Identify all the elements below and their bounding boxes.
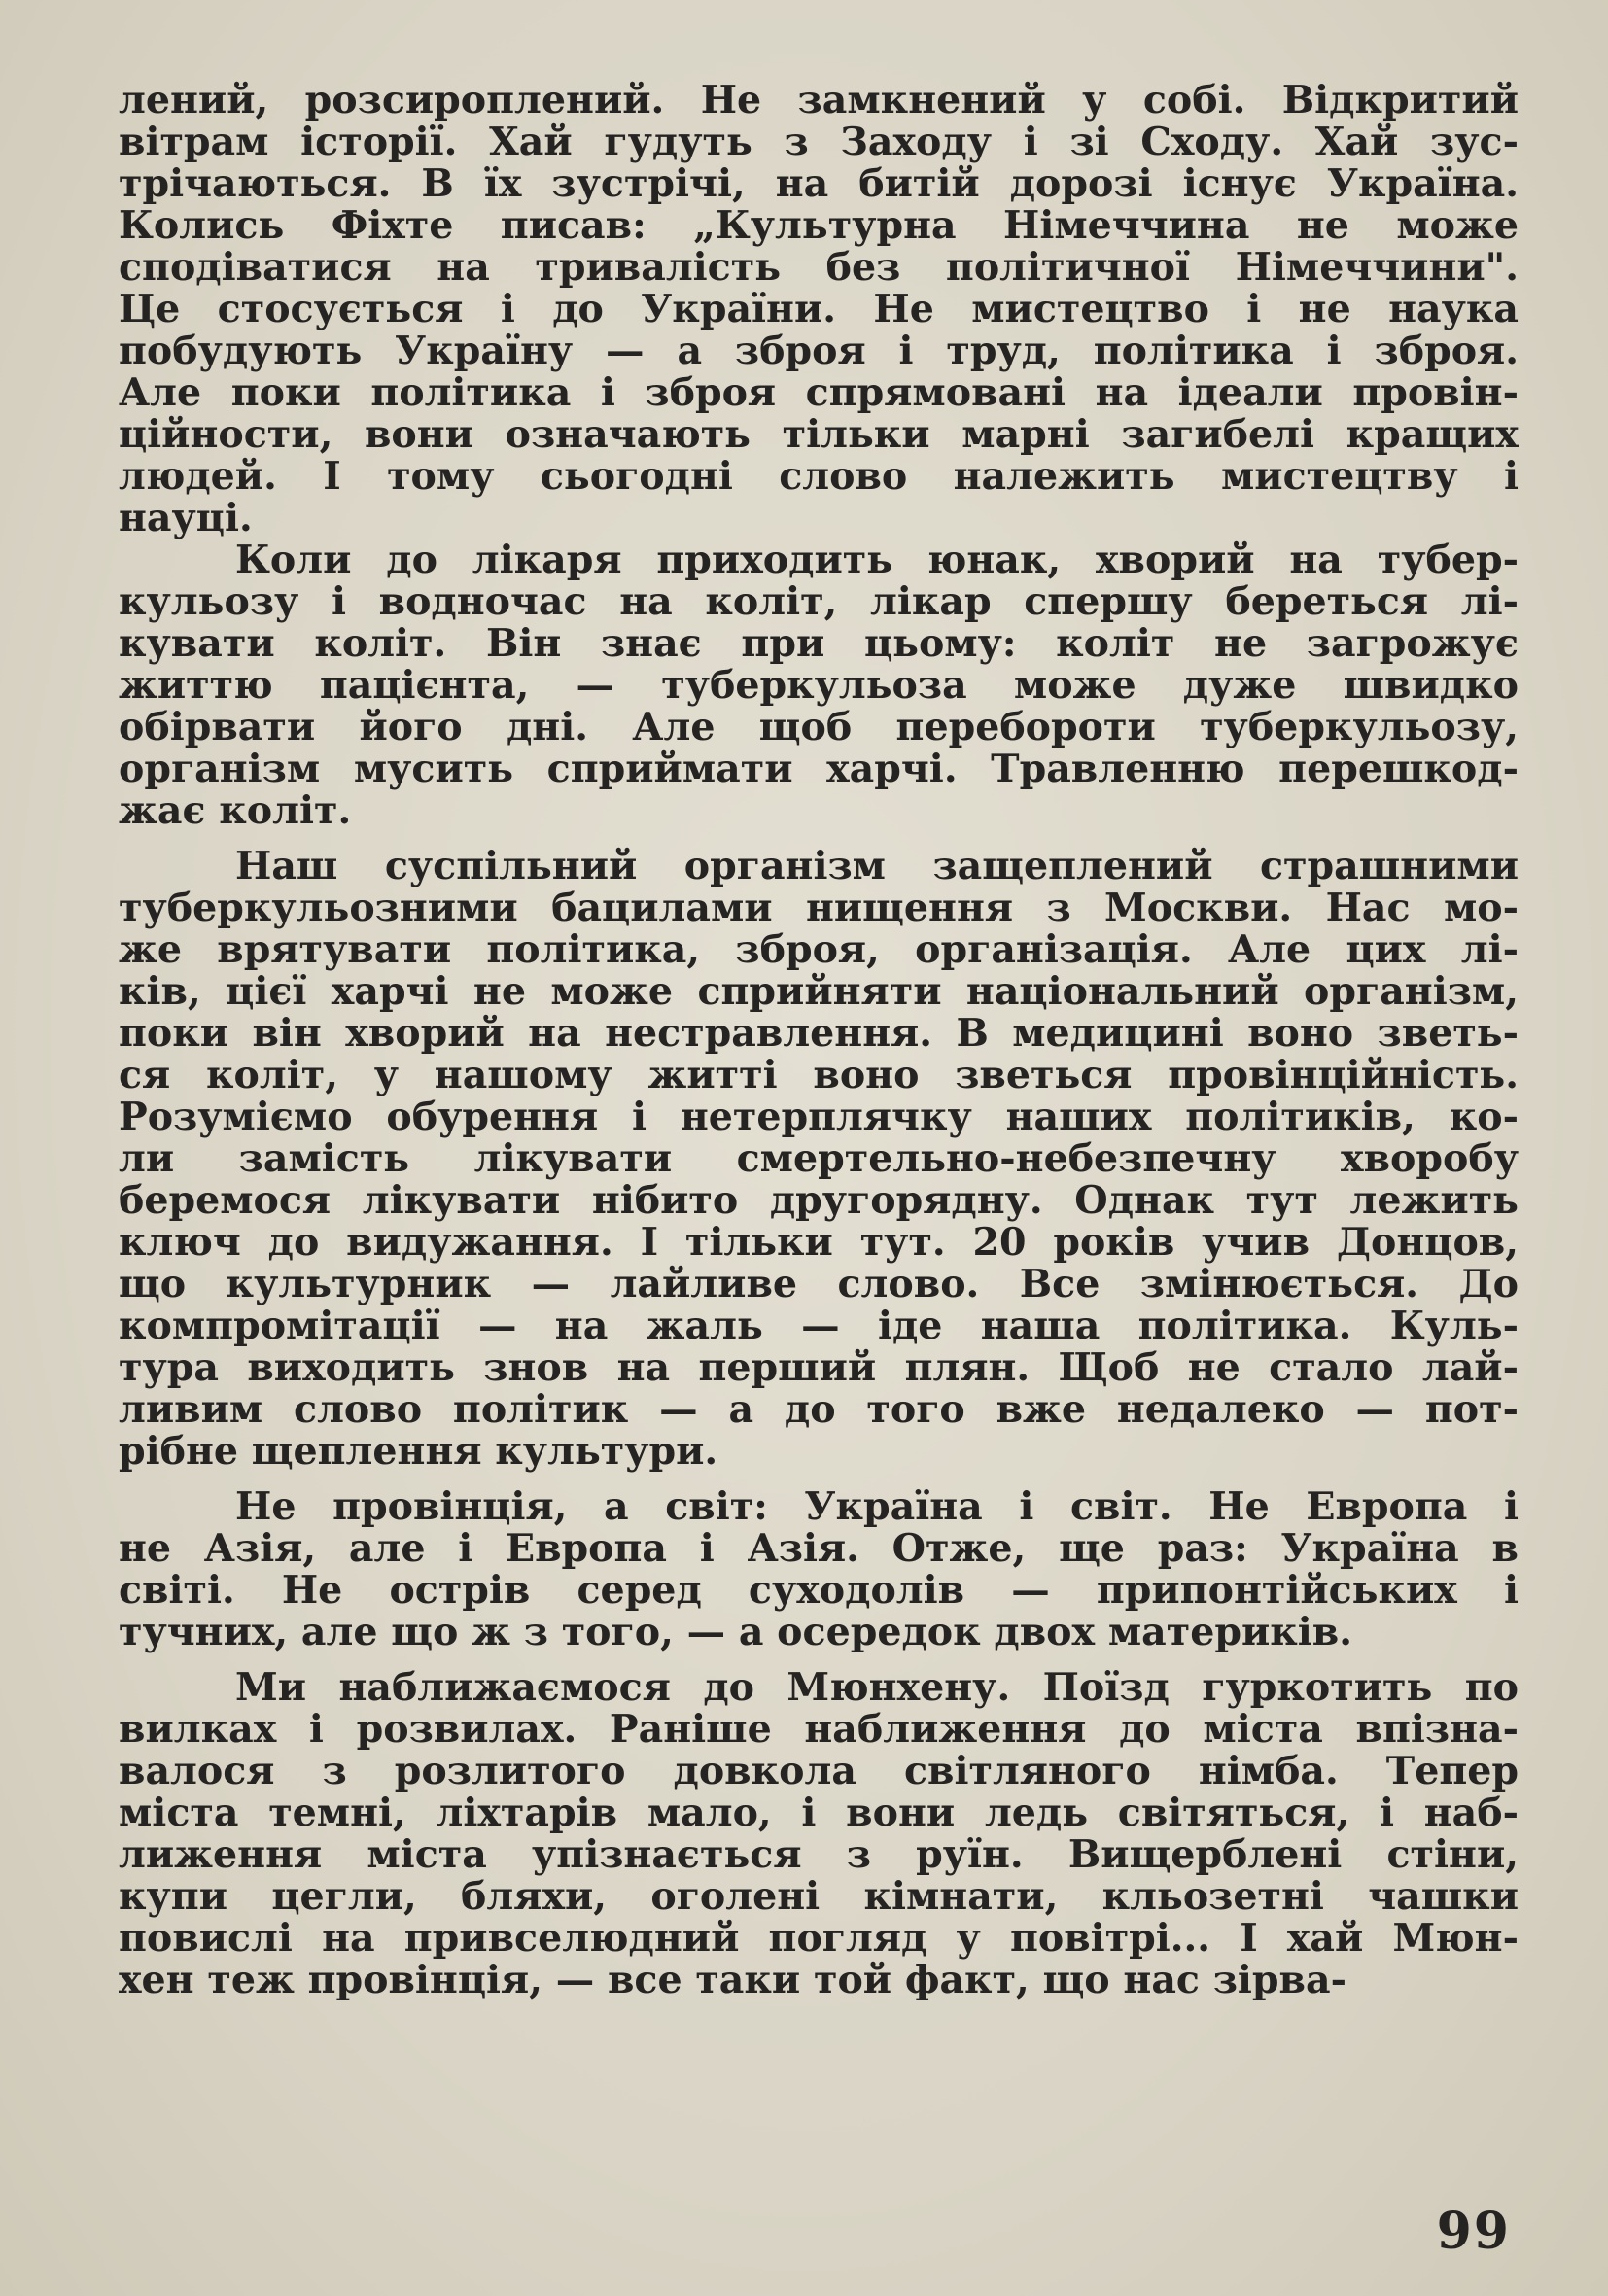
text-line: лений, розсироплений. Не замкнений у собі. Відкритий	[119, 80, 1519, 122]
text-line: трічаються. В їх зустрічі, на битій дорозі існує Україна.	[119, 163, 1519, 205]
text-line: побудують Україну — а зброя і труд, політика і зброя.	[119, 330, 1519, 372]
text-line: ційности, вони означають тільки марні загибелі кращих	[119, 414, 1519, 456]
text-line: Це стосується і до України. Не мистецтво і не наука	[119, 289, 1519, 330]
text-line: людей. І тому сьогодні слово належить мистецтву і	[119, 456, 1519, 498]
text-line: ливим слово політик — а до того вже недалеко — пот-	[119, 1389, 1519, 1431]
text-line: Не провінція, а світ: Україна і світ. Не Европа і	[235, 1486, 1519, 1528]
text-line: Наш суспільний організм защеплений страшними	[235, 846, 1519, 887]
text-line: ся коліт, у нашому житті воно зветься провінційність.	[119, 1055, 1519, 1096]
text-line: жає коліт.	[119, 790, 352, 832]
text-line: що культурник — лайливе слово. Все змінюється. До	[119, 1264, 1519, 1305]
paragraph	[119, 539, 1519, 832]
text-line: хен теж провінція, — все таки той факт, що нас зірва-	[119, 1960, 1346, 2001]
text-line: купи цегли, бляхи, оголені кімнати, кльозетні чашки	[119, 1876, 1519, 1918]
text-line: ли замість лікувати смертельно-небезпечну хворобу	[119, 1138, 1519, 1180]
paragraph	[119, 80, 1519, 539]
text-line: Коли до лікаря приходить юнак, хворий на тубер-	[235, 539, 1519, 581]
text-line: Ми наближаємося до Мюнхену. Поїзд гуркотить по	[235, 1667, 1519, 1709]
paragraph	[119, 846, 1519, 1473]
text-line: організм мусить сприймати харчі. Травленню перешкод-	[119, 748, 1519, 790]
text-line: ків, цієї харчі не може сприйняти національний організм,	[119, 971, 1519, 1013]
text-line: не Азія, але і Европа і Азія. Отже, ще раз: Україна в	[119, 1528, 1519, 1570]
page-number: 99	[1436, 2202, 1511, 2261]
text-line: кувати коліт. Він знає при цьому: коліт не загрожує	[119, 623, 1519, 665]
text-line: Колись Фіхте писав: „Культурна Німеччина не може	[119, 205, 1519, 247]
text-line: тучних, але що ж з того, — а осередок двох материків.	[119, 1612, 1352, 1653]
text-line: життю пацієнта, — туберкульоза може дуже швидко	[119, 665, 1519, 707]
text-line: беремося лікувати нібито другорядну. Однак тут лежить	[119, 1180, 1519, 1222]
text-line: обірвати його дні. Але щоб перебороти туберкульозу,	[119, 707, 1519, 748]
text-line: світі. Не острів серед суходолів — припонтійських і	[119, 1570, 1519, 1612]
text-line: повислі на привселюдний погляд у повітрі... І хай Мюн-	[119, 1918, 1519, 1960]
text-line: рібне щеплення культури.	[119, 1431, 718, 1473]
paragraph	[119, 1667, 1519, 2001]
text-line: туберкульозними бацилами нищення з Москви. Нас мо-	[119, 887, 1519, 929]
text-line: ключ до видужання. І тільки тут. 20 років учив Донцов,	[119, 1222, 1519, 1264]
text-line: міста темні, ліхтарів мало, і вони ледь світяться, і наб-	[119, 1792, 1519, 1834]
text-line: Але поки політика і зброя спрямовані на ідеали провін-	[119, 372, 1519, 414]
paragraph	[119, 1486, 1519, 1653]
text-line: вітрам історії. Хай гудуть з Заходу і зі Сходу. Хай зус-	[119, 122, 1519, 163]
text-line: науці.	[119, 498, 253, 539]
text-line: Розуміємо обурення і нетерплячку наших політиків, ко-	[119, 1096, 1519, 1138]
text-line: кульозу і водночас на коліт, лікар спершу береться лі-	[119, 581, 1519, 623]
text-line: компромітації — на жаль — іде наша політика. Куль-	[119, 1305, 1519, 1347]
text-line: вилках і розвилах. Раніше наближення до міста впізна-	[119, 1709, 1519, 1751]
text-line: тура виходить знов на перший плян. Щоб не стало лай-	[119, 1347, 1519, 1389]
text-line: поки він хворий на нестравлення. В медицині воно зветь-	[119, 1013, 1519, 1055]
text-line: валося з розлитого довкола світляного німба. Тепер	[119, 1751, 1519, 1792]
body-text	[119, 80, 1519, 2015]
text-line: же врятувати політика, зброя, організація. Але цих лі-	[119, 929, 1519, 971]
text-line: лиження міста упізнається з руїн. Вищерблені стіни,	[119, 1834, 1519, 1876]
text-line: сподіватися на тривалість без політичної Німеччини".	[119, 247, 1519, 289]
